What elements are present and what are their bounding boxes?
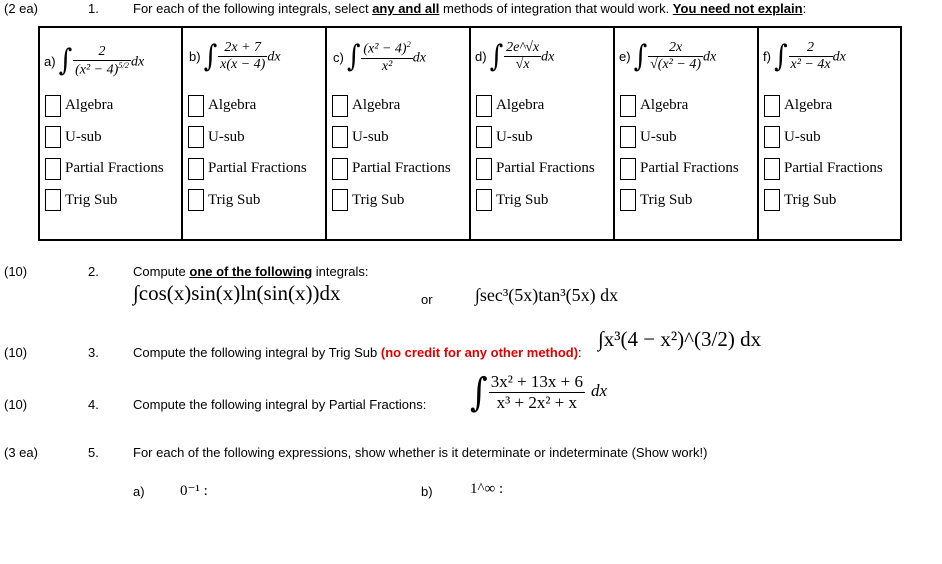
q4-denominator: x³ + 2x² + x [489, 392, 585, 413]
part-f-dx: dx [832, 49, 846, 65]
option-label: U-sub [640, 128, 677, 145]
option-partial-fractions[interactable] [620, 153, 739, 185]
options-e [620, 90, 739, 216]
options-f [764, 90, 883, 216]
option-u-sub[interactable] [188, 122, 307, 154]
option-label: Trig Sub [496, 191, 549, 208]
part-f-denominator: x² − 4x [790, 57, 831, 72]
checkbox[interactable] [188, 95, 204, 117]
q1-instr-emph: any and all [372, 1, 440, 16]
part-a-dx: dx [131, 54, 145, 70]
option-algebra[interactable] [620, 90, 739, 122]
q2-instr-end: integrals: [312, 264, 369, 279]
column-a [40, 28, 183, 239]
integral-sign-icon: ∫ [633, 39, 648, 74]
checkbox[interactable] [332, 189, 348, 211]
q5-part-b-label: b) [421, 484, 433, 499]
option-algebra[interactable] [764, 90, 883, 122]
checkbox[interactable] [45, 189, 61, 211]
q4-integral [470, 369, 608, 416]
integral-sign-icon: ∫ [489, 39, 504, 74]
q3-instr-end: : [578, 345, 582, 360]
checkbox[interactable] [188, 189, 204, 211]
option-partial-fractions[interactable] [764, 153, 883, 185]
column-e [615, 28, 758, 239]
part-d-label: d) [475, 49, 487, 64]
q5-points: (3 ea) [4, 445, 38, 460]
option-trig-sub[interactable] [476, 185, 595, 217]
q5-part-a-label: a) [133, 484, 145, 499]
q1-instr-end: : [802, 1, 807, 16]
q3-instructions [133, 345, 582, 360]
option-trig-sub[interactable] [332, 185, 451, 217]
part-e-dx: dx [702, 49, 717, 65]
option-label: Partial Fractions [496, 160, 595, 177]
option-label: U-sub [208, 128, 245, 145]
part-e-label: e) [619, 49, 631, 64]
options-d [476, 90, 595, 216]
option-label: U-sub [496, 128, 533, 145]
q4-instructions: Compute the following integral by Partial Fractions: [133, 397, 427, 412]
q5-instructions: For each of the following expressions, show whether is it determinate or indeterminate (Show work!) [133, 445, 708, 460]
column-b [183, 28, 326, 239]
option-partial-fractions[interactable] [45, 153, 164, 185]
q1-instr-mid: methods of integration that would work. [439, 1, 673, 16]
q3-number: 3. [88, 345, 99, 360]
q4-number: 4. [88, 397, 99, 412]
methods-table [38, 26, 902, 241]
option-u-sub[interactable] [764, 122, 883, 154]
column-d [471, 28, 614, 239]
option-trig-sub[interactable] [45, 185, 164, 217]
option-label: Algebra [496, 97, 545, 114]
part-a-numerator: 2 [98, 44, 106, 59]
option-label: Algebra [352, 97, 401, 114]
column-f [759, 28, 902, 239]
q5-number: 5. [88, 445, 99, 460]
integral-c [327, 28, 470, 85]
option-partial-fractions[interactable] [332, 153, 451, 185]
q2-instr-emph: one of the following [189, 264, 313, 279]
part-e-numerator: 2x [668, 40, 683, 55]
option-label: Partial Fractions [352, 160, 451, 177]
q2-number: 2. [88, 264, 99, 279]
options-c [332, 90, 451, 216]
integral-d [471, 28, 614, 85]
option-trig-sub[interactable] [764, 185, 883, 217]
checkbox[interactable] [620, 158, 636, 180]
option-label: Trig Sub [65, 191, 118, 208]
part-b-denominator: x(x − 4) [220, 57, 266, 72]
q4-points: (10) [4, 397, 28, 412]
option-algebra[interactable] [332, 90, 451, 122]
integral-sign-icon: ∫ [346, 40, 361, 75]
q3-instr: Compute the following integral by Trig Sub [133, 345, 381, 360]
option-label: Trig Sub [208, 191, 261, 208]
checkbox[interactable] [188, 158, 204, 180]
integral-b [183, 28, 326, 85]
option-label: U-sub [352, 128, 389, 145]
part-a-exponent: 5/2 [118, 61, 129, 70]
q2-points: (10) [4, 264, 28, 279]
checkbox[interactable] [620, 95, 636, 117]
checkbox[interactable] [45, 95, 61, 117]
part-a-label: a) [44, 53, 56, 69]
q3-integral: ∫x³(4 − x²)^(3/2) dx [598, 327, 762, 351]
part-e-denominator: √(x² − 4) [650, 57, 701, 72]
q2-integral-b: ∫sec³(5x)tan³(5x) dx [475, 285, 619, 305]
part-c-dx: dx [412, 50, 426, 66]
option-label: Trig Sub [352, 191, 405, 208]
q3-note: (no credit for any other method) [380, 345, 579, 360]
q1-number: 1. [88, 1, 99, 16]
checkbox[interactable] [764, 95, 780, 117]
checkbox[interactable] [764, 126, 780, 148]
option-algebra[interactable] [476, 90, 595, 122]
option-label: Algebra [640, 97, 689, 114]
options-b [188, 90, 307, 216]
option-partial-fractions[interactable] [476, 153, 595, 185]
option-trig-sub[interactable] [188, 185, 307, 217]
q3-points: (10) [4, 345, 28, 360]
option-label: U-sub [65, 128, 102, 145]
part-b-label: b) [189, 49, 201, 64]
part-b-numerator: 2x + 7 [224, 40, 262, 55]
option-label: Partial Fractions [208, 160, 307, 177]
checkbox[interactable] [332, 95, 348, 117]
checkbox[interactable] [476, 158, 492, 180]
checkbox[interactable] [188, 126, 204, 148]
option-u-sub[interactable] [620, 122, 739, 154]
checkbox[interactable] [45, 158, 61, 180]
integral-e [615, 28, 758, 85]
checkbox[interactable] [476, 95, 492, 117]
part-d-numerator: 2e^√x [506, 40, 540, 55]
part-c-exponent: 2 [406, 40, 411, 49]
checkbox[interactable] [476, 126, 492, 148]
q1-instructions [133, 1, 806, 16]
option-label: Algebra [208, 97, 257, 114]
checkbox[interactable] [332, 158, 348, 180]
checkbox[interactable] [45, 126, 61, 148]
part-f-label: f) [763, 49, 771, 64]
option-label: Algebra [784, 97, 833, 114]
option-label: Partial Fractions [65, 160, 164, 177]
option-u-sub[interactable] [45, 122, 164, 154]
option-label: Trig Sub [640, 191, 693, 208]
part-f-numerator: 2 [807, 40, 815, 55]
q1-instr-pre: For each of the following integrals, select [133, 1, 373, 16]
q2-or: or [421, 292, 433, 307]
q1-points: (2 ea) [4, 1, 38, 16]
part-d-dx: dx [541, 49, 555, 65]
q5-part-b-expr: 1^∞ : [470, 481, 504, 497]
integral-sign-icon: ∫ [773, 39, 788, 74]
option-label: Trig Sub [784, 191, 837, 208]
option-label: Partial Fractions [784, 160, 883, 177]
checkbox[interactable] [332, 126, 348, 148]
part-c-label: c) [333, 49, 344, 65]
option-algebra[interactable] [45, 90, 164, 122]
option-label: Algebra [65, 97, 114, 114]
integral-sign-icon: ∫ [470, 369, 488, 416]
option-algebra[interactable] [188, 90, 307, 122]
integral-f [759, 28, 902, 85]
part-c-denominator: x² [361, 58, 412, 75]
option-u-sub[interactable] [332, 122, 451, 154]
option-u-sub[interactable] [476, 122, 595, 154]
integral-a [40, 28, 183, 85]
integral-sign-icon: ∫ [203, 39, 218, 74]
part-b-dx: dx [267, 49, 281, 65]
option-label: U-sub [784, 128, 821, 145]
checkbox[interactable] [620, 189, 636, 211]
checkbox[interactable] [764, 189, 780, 211]
q2-instr-pre: Compute [133, 264, 190, 279]
part-d-denominator: √x [504, 56, 541, 73]
option-partial-fractions[interactable] [188, 153, 307, 185]
part-c-numerator: (x² − 4) [363, 41, 407, 57]
checkbox[interactable] [476, 189, 492, 211]
q5-part-a-expr: 0⁻¹ : [180, 483, 208, 499]
q4-dx: dx [591, 381, 608, 401]
q2-instructions [133, 264, 369, 279]
part-a-denominator: (x² − 4) [75, 62, 119, 78]
options-a [45, 90, 164, 216]
q2-integral-a: ∫cos(x)sin(x)ln(sin(x))dx [133, 281, 341, 305]
option-label: Partial Fractions [640, 160, 739, 177]
q4-numerator: 3x² + 13x + 6 [490, 372, 583, 391]
checkbox[interactable] [620, 126, 636, 148]
option-trig-sub[interactable] [620, 185, 739, 217]
integral-sign-icon: ∫ [58, 44, 73, 79]
column-c [327, 28, 470, 239]
q1-instr-emph2: You need not explain [672, 1, 803, 16]
checkbox[interactable] [764, 158, 780, 180]
